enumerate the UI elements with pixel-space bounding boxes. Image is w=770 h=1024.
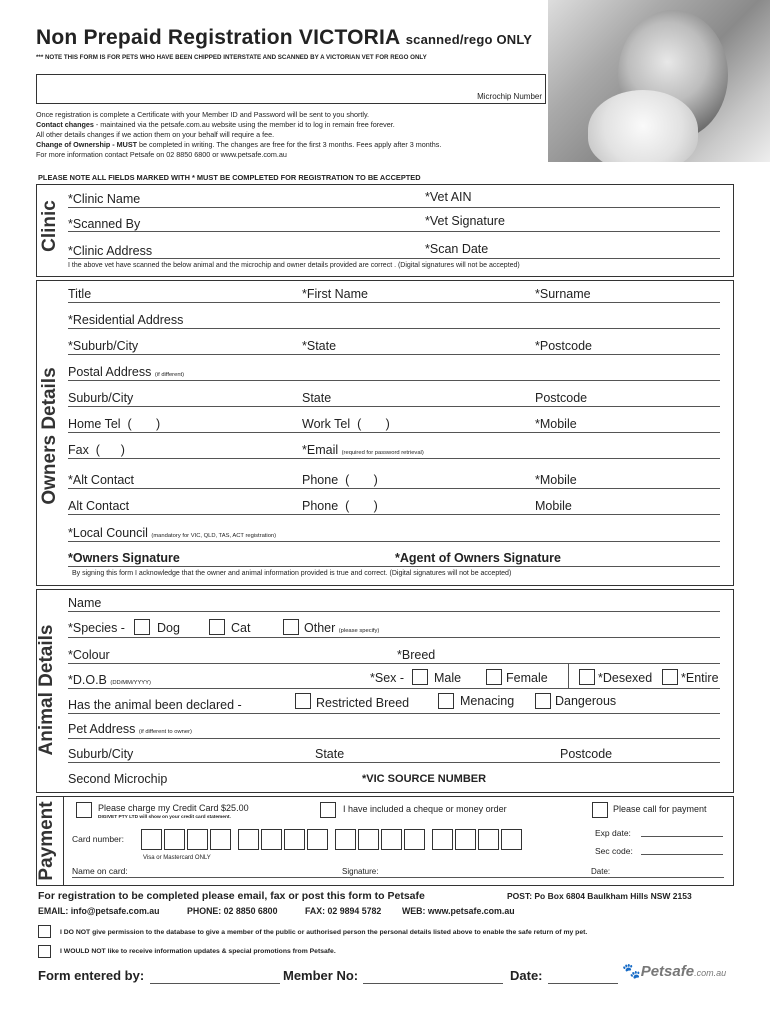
- payment-section-label: Payment: [36, 801, 57, 881]
- call-for-payment-label: Please call for payment: [613, 804, 707, 814]
- card-digit-box[interactable]: [261, 829, 282, 850]
- charge-card-label: Please charge my Credit Card $25.00: [98, 803, 249, 813]
- local-council-label: *Local Council (mandatory for VIC, QLD, TAS, ACT registration): [68, 526, 277, 540]
- menacing-label: Menacing: [460, 694, 515, 708]
- first-name-label: *First Name: [302, 287, 368, 301]
- petsafe-logo: 🐾Petsafe.com.au: [622, 963, 727, 980]
- alt-contact2-line[interactable]: [68, 514, 720, 515]
- second-microchip-label: Second Microchip: [68, 772, 168, 786]
- declared-label: Has the animal been declared -: [68, 698, 242, 712]
- restricted-breed-checkbox[interactable]: [295, 693, 311, 709]
- scanned-by-line[interactable]: [68, 231, 720, 232]
- postal-suburb-line[interactable]: [68, 406, 720, 407]
- form-subtitle: scanned/rego ONLY: [405, 32, 533, 47]
- digivet-note: DIGIVET PTY LTD will show on your credit card statement.: [98, 815, 231, 820]
- footer-fax: FAX: 02 9894 5782: [305, 906, 382, 916]
- menacing-checkbox[interactable]: [438, 693, 454, 709]
- female-checkbox[interactable]: [486, 669, 502, 685]
- animal-section-label: Animal Details: [36, 624, 57, 756]
- form-entered-by-label: Form entered by:: [38, 968, 145, 983]
- card-digit-box[interactable]: [284, 829, 305, 850]
- animal-name-line[interactable]: [68, 611, 720, 612]
- paw-print-icon: 🐾: [622, 963, 641, 980]
- info-line-5: For more information contact Petsafe on 02 8850 6800 or www.petsafe.com.au: [36, 150, 287, 159]
- info-block: [36, 110, 441, 160]
- sec-code-label: Sec code:: [595, 846, 633, 856]
- clinic-address-label: *Clinic Address: [68, 244, 153, 258]
- card-number-label: Card number:: [72, 834, 124, 844]
- no-updates-label: I WOULD NOT like to receive information updates & special promotions from Petsafe.: [60, 948, 336, 955]
- card-signature-label: Signature:: [342, 867, 379, 876]
- mobile-req-label: *Mobile: [535, 417, 577, 431]
- state-req-label: *State: [302, 339, 337, 353]
- male-checkbox[interactable]: [412, 669, 428, 685]
- footer-phone: PHONE: 02 8850 6800: [187, 906, 278, 916]
- email-label: *Email (required for password retrieval): [302, 443, 424, 457]
- alt-phone2-label: Phone ( ): [302, 499, 378, 513]
- card-digit-box[interactable]: [455, 829, 476, 850]
- restricted-breed-label: Restricted Breed: [316, 696, 410, 710]
- card-digit-box[interactable]: [404, 829, 425, 850]
- surname-label: *Surname: [535, 287, 591, 301]
- form-entered-by-line[interactable]: [150, 983, 280, 984]
- alt-mobile-label: Mobile: [535, 499, 572, 513]
- clinic-address-line[interactable]: [68, 258, 720, 259]
- sex-label: *Sex -: [370, 671, 405, 685]
- name-on-card-label: Name on card:: [72, 866, 128, 876]
- species-label: *Species -: [68, 621, 125, 635]
- alt-contact-req-label: *Alt Contact: [68, 473, 135, 487]
- exp-date-label: Exp date:: [595, 828, 631, 838]
- scan-date-label: *Scan Date: [425, 242, 489, 256]
- sec-code-line[interactable]: [641, 854, 723, 855]
- pet-address-label: Pet Address (if different to owner): [68, 722, 192, 736]
- vet-ain-label: *Vet AIN: [425, 190, 472, 204]
- pet-state-label: State: [315, 747, 345, 761]
- other-checkbox[interactable]: [283, 619, 299, 635]
- alt-phone-label: Phone ( ): [302, 473, 378, 487]
- colour-label: *Colour: [68, 648, 110, 662]
- card-digit-box[interactable]: [141, 829, 162, 850]
- suburb-req-label: *Suburb/City: [68, 339, 139, 353]
- colour-line[interactable]: [68, 663, 720, 664]
- vet-declaration: I the above vet have scanned the below animal and the microchip and owner details provided are correct . (Digital signatures will not be accepted): [68, 262, 520, 269]
- card-digit-box[interactable]: [187, 829, 208, 850]
- member-no-line[interactable]: [363, 983, 503, 984]
- girl-with-puppy-photo: [548, 0, 770, 162]
- entire-checkbox[interactable]: [662, 669, 678, 685]
- card-digit-box[interactable]: [381, 829, 402, 850]
- pet-address-line[interactable]: [68, 738, 720, 739]
- card-digit-box[interactable]: [210, 829, 231, 850]
- required-note: PLEASE NOTE ALL FIELDS MARKED WITH * MUST BE COMPLETED FOR REGISTRATION TO BE ACCEPTED: [38, 173, 421, 182]
- declared-line[interactable]: [68, 713, 720, 714]
- alt-mobile-req-label: *Mobile: [535, 473, 577, 487]
- local-council-line[interactable]: [68, 541, 720, 542]
- signature-line[interactable]: [68, 566, 720, 567]
- postal-state-label: State: [302, 391, 332, 405]
- desexed-label: *Desexed: [598, 671, 653, 685]
- pet-suburb-label: Suburb/City: [68, 747, 134, 761]
- male-label: Male: [434, 671, 462, 685]
- pet-suburb-line[interactable]: [68, 762, 720, 763]
- tel-line[interactable]: [68, 432, 720, 433]
- home-tel-label: Home Tel ( ): [68, 417, 161, 431]
- clinic-section-label: Clinic: [39, 200, 60, 252]
- dog-label: Dog: [157, 621, 180, 635]
- title-label: Title: [68, 287, 92, 301]
- alt-contact-line[interactable]: [68, 488, 720, 489]
- visa-note: Visa or Mastercard ONLY: [143, 855, 211, 861]
- card-digit-box[interactable]: [164, 829, 185, 850]
- entered-date-label: Date:: [510, 968, 543, 983]
- postal-suburb-label: Suburb/City: [68, 391, 134, 405]
- dob-line[interactable]: [68, 688, 720, 689]
- name-on-card-line[interactable]: [72, 877, 724, 878]
- info-line-2: Contact changes - maintained via the petsafe.com.au website using the member id to log in remain free forever.: [36, 120, 395, 129]
- header-note: *** NOTE THIS FORM IS FOR PETS WHO HAVE BEEN CHIPPED INTERSTATE AND SCANNED BY A VICTORIAN VET FOR REGO ONLY: [36, 54, 427, 61]
- work-tel-label: Work Tel ( ): [302, 417, 390, 431]
- cat-checkbox[interactable]: [209, 619, 225, 635]
- postcode-req-label: *Postcode: [535, 339, 592, 353]
- postal-address-label: Postal Address (if different): [68, 365, 185, 379]
- dog-checkbox[interactable]: [134, 619, 150, 635]
- desexed-checkbox[interactable]: [579, 669, 595, 685]
- clinic-name-label: *Clinic Name: [68, 192, 141, 206]
- form-title: Non Prepaid Registration VICTORIA scanned/rego ONLY: [36, 26, 533, 49]
- name-line[interactable]: [68, 302, 720, 303]
- no-permission-checkbox[interactable]: [38, 925, 51, 938]
- clinic-name-line[interactable]: [68, 207, 720, 208]
- member-no-label: Member No:: [283, 968, 359, 983]
- residential-address-label: *Residential Address: [68, 313, 184, 327]
- breed-label: *Breed: [397, 648, 436, 662]
- alt-contact-label: Alt Contact: [68, 499, 130, 513]
- cat-label: Cat: [231, 621, 251, 635]
- card-digit-box[interactable]: [501, 829, 522, 850]
- female-label: Female: [506, 671, 548, 685]
- species-line[interactable]: [68, 637, 720, 638]
- no-permission-label: I DO NOT give permission to the database to give a member of the public or authorised person the personal details listed above to enable the safe return of my pet.: [60, 929, 588, 936]
- exp-date-line[interactable]: [641, 836, 723, 837]
- card-digit-box[interactable]: [335, 829, 356, 850]
- info-line-1: Once registration is complete a Certificate with your Member ID and Password will be sent to you shortly.: [36, 110, 370, 119]
- card-date-label: Date:: [591, 867, 611, 876]
- postal-postcode-label: Postcode: [535, 391, 588, 405]
- card-digit-box[interactable]: [478, 829, 499, 850]
- agent-signature-label: *Agent of Owners Signature: [395, 551, 561, 565]
- footer-email: EMAIL: info@petsafe.com.au: [38, 906, 160, 916]
- fax-email-line[interactable]: [68, 458, 720, 459]
- vic-source-number-label: *VIC SOURCE NUMBER: [362, 773, 487, 785]
- footer-instructions: For registration to be completed please email, fax or post this form to Petsafe: [38, 890, 425, 902]
- other-label: Other (please specify): [304, 621, 380, 635]
- owners-signature-label: *Owners Signature: [68, 551, 180, 565]
- dob-label: *D.O.B (DD/MM/YYYY): [68, 673, 151, 687]
- microchip-number-field[interactable]: [36, 74, 546, 104]
- owner-declaration: By signing this form I acknowledge that the owner and animal information provided is true and correct. (Digital signatures will not be accepted): [72, 570, 512, 577]
- card-digit-box[interactable]: [358, 829, 379, 850]
- residential-address-line[interactable]: [68, 328, 720, 329]
- footer-web: WEB: www.petsafe.com.au: [402, 906, 515, 916]
- entered-date-line[interactable]: [548, 983, 618, 984]
- scanned-by-label: *Scanned By: [68, 217, 141, 231]
- info-line-3: All other details changes if we action them on your behalf will require a fee.: [36, 130, 275, 139]
- animal-name-label: Name: [68, 596, 102, 610]
- pet-postcode-label: Postcode: [560, 747, 613, 761]
- call-for-payment-checkbox[interactable]: [592, 802, 608, 818]
- entire-label: *Entire: [681, 671, 719, 685]
- card-digit-box[interactable]: [432, 829, 453, 850]
- suburb-line[interactable]: [68, 354, 720, 355]
- card-digit-box[interactable]: [307, 829, 328, 850]
- cheque-label: I have included a cheque or money order: [343, 804, 507, 814]
- footer-post: POST: Po Box 6804 Baulkham Hills NSW 2153: [507, 891, 692, 901]
- vet-signature-label: *Vet Signature: [425, 214, 505, 228]
- owners-section-label: Owners Details: [39, 367, 60, 505]
- card-digit-box[interactable]: [238, 829, 259, 850]
- charge-card-checkbox[interactable]: [76, 802, 92, 818]
- microchip-label: Microchip Number: [477, 92, 542, 101]
- info-line-4: Change of Ownership - MUST be completed in writing. The changes are free for the first 3 months. Fees apply after 3 months.: [36, 140, 442, 149]
- no-updates-checkbox[interactable]: [38, 945, 51, 958]
- cheque-checkbox[interactable]: [320, 802, 336, 818]
- dangerous-checkbox[interactable]: [535, 693, 551, 709]
- postal-address-line[interactable]: [68, 380, 720, 381]
- fax-label: Fax ( ): [68, 443, 125, 457]
- dangerous-label: Dangerous: [555, 694, 617, 708]
